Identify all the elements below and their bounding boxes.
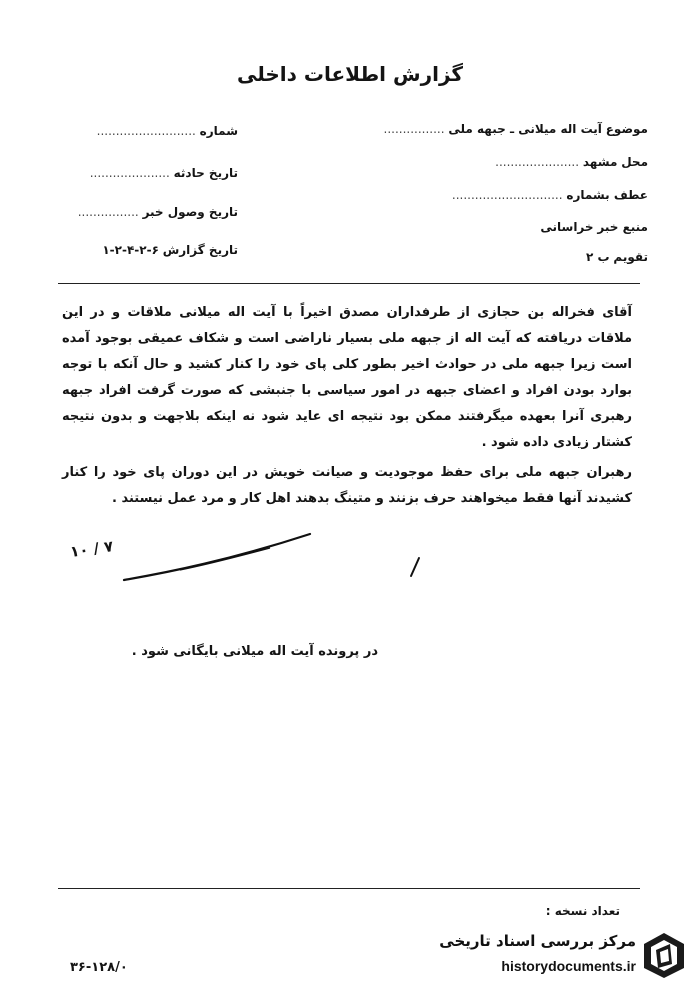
location-label: محل <box>621 155 648 169</box>
archive-watermark <box>412 928 688 986</box>
report-date-value: ۶-۲-۴-۲-۱ <box>102 243 159 257</box>
body-paragraph-1: آقای فخراله بن حجازی از طرفداران مصدق اخیراً با آیت اله میلانی ملاقات و در این ملاقات دریافته که آیت اله از جبهه ملی بسیار ناراضی است و شکاف عمیقی بوجود آمده است زیرا جبهه ملی در حوادث اخیر بطور کلی پای خود را کنار کشید و حال آنکه با توجه بوارد بودن افراد و اعضای جبهه در امور سیاسی با جنبشی که صورت گرفت افراد جبهه رهبری آنرا بعهده میگرفتند ممکن بود نتیجه ای عاید شود نه اینکه بلاجهت و بدون نتیجه کشتار زیادی داده شود . <box>62 305 632 450</box>
source-value: خراسانی <box>540 220 594 234</box>
location-value: مشهد <box>582 155 618 169</box>
subject-label: موضوع <box>605 122 648 136</box>
watermark-url: historydocuments.ir <box>501 958 636 974</box>
source-field <box>540 220 648 234</box>
header-divider <box>58 283 640 284</box>
received-date-label: تاریخ وصول خبر <box>142 205 238 219</box>
report-body <box>62 300 632 516</box>
subject-value: آیت اله میلانی ـ جبهه ملی <box>448 122 602 136</box>
watermark-name: مرکز بررسی اسناد تاریخی <box>439 932 636 950</box>
archive-logo-icon <box>640 930 688 980</box>
report-date-field <box>102 243 238 257</box>
reference-field: عطف بشماره ............................. <box>451 188 648 202</box>
received-date-field: تاریخ وصول خبر ................ <box>77 205 238 219</box>
subject-field: موضوع آیت اله میلانی ـ جبهه ملی ................ <box>383 122 648 136</box>
number-field: شماره .......................... <box>96 124 238 138</box>
evaluation-value: ب ۲ <box>586 250 610 264</box>
pen-mark <box>405 556 425 580</box>
copies-label: تعداد نسخه : <box>545 904 620 918</box>
evaluation-field <box>586 250 648 264</box>
incident-date-field: تاریخ حادثه ..................... <box>89 166 238 180</box>
handwritten-note: ۱۰ / ۷ <box>68 537 115 561</box>
location-field: محل مشهد ...................... <box>495 155 648 169</box>
filing-instruction: در پرونده آیت اله میلانی بایگانی شود . <box>131 644 378 659</box>
number-label: شماره <box>199 124 238 138</box>
incident-date-label: تاریخ حادثه <box>173 166 238 180</box>
report-title: گزارش اطلاعات داخلی <box>236 62 464 86</box>
reference-label: عطف بشماره <box>566 188 648 202</box>
report-date-label: تاریخ گزارش <box>162 243 238 257</box>
copies-field <box>546 904 620 918</box>
footer-divider <box>58 888 640 889</box>
document-code: ۳۶-۱۲۸/۰ <box>70 960 128 975</box>
source-label: منبع خبر <box>597 220 648 234</box>
evaluation-label: تقویم <box>613 250 648 264</box>
signature-stroke <box>120 520 320 590</box>
body-paragraph-2: رهبران جبهه ملی برای حفظ موجودیت و صیانت خویش در این دوران پای خود را کنار کشیدند آنها فقط میخواهند حرف بزنند و متینگ بدهند اهل کار و مرد عمل نیستند . <box>62 465 632 506</box>
